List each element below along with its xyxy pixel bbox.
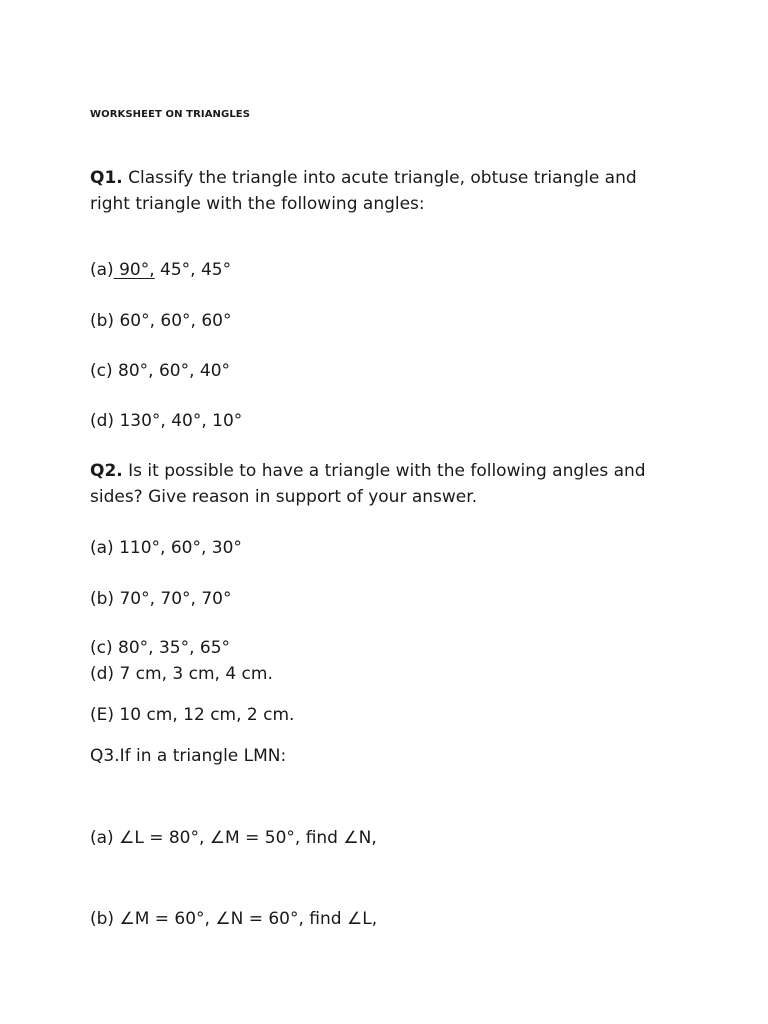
q1-text-1: Classify the triangle into acute triangle, obtuse triangle and <box>122 168 637 188</box>
q3-text: Q3.If in a triangle LMN: <box>90 746 287 766</box>
q1-option-b: (b) 60°, 60°, 60° <box>90 311 232 331</box>
q1-option-a <box>90 257 231 283</box>
q2-line-1 <box>90 458 646 484</box>
q1-option-c: (c) 80°, 60°, 40° <box>90 361 231 381</box>
q3-option-a: (a) ∠L = 80°, ∠M = 50°, find ∠N, <box>90 828 377 848</box>
q1-option-a-rest: 45°, 45° <box>154 260 232 280</box>
q3-option-b: (b) ∠M = 60°, ∠N = 60°, find ∠L, <box>90 909 378 929</box>
q1-text-2: right triangle with the following angles: <box>90 194 425 214</box>
q2-text-2: sides? Give reason in support of your answer. <box>90 487 478 507</box>
q1-option-a-prefix: (a) <box>90 260 114 280</box>
q2-option-b: (b) 70°, 70°, 70° <box>90 589 232 609</box>
q2-number: Q2. <box>90 461 123 481</box>
q2-option-d: (d) 7 cm, 3 cm, 4 cm. <box>90 664 273 684</box>
q2-option-e: (E) 10 cm, 12 cm, 2 cm. <box>90 705 295 725</box>
q1-line-1 <box>90 165 637 191</box>
q1-option-a-underlined: 90°, <box>113 260 155 280</box>
q1-number: Q1. <box>90 168 123 188</box>
q1-option-d: (d) 130°, 40°, 10° <box>90 411 243 431</box>
q2-option-a: (a) 110°, 60°, 30° <box>90 538 242 558</box>
q2-text-1: Is it possible to have a triangle with the following angles and <box>122 461 646 481</box>
q2-option-c: (c) 80°, 35°, 65° <box>90 638 231 658</box>
worksheet-title: WORKSHEET ON TRIANGLES <box>90 109 251 120</box>
